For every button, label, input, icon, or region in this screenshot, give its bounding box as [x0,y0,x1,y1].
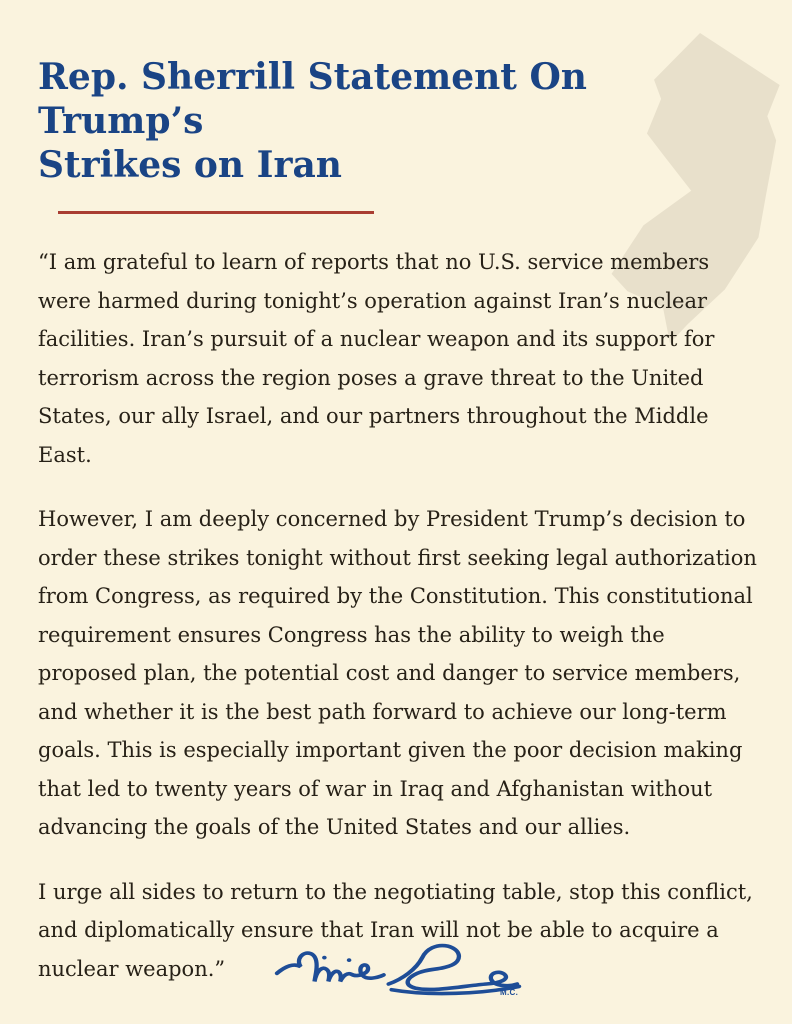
statement-paragraph: “I am grateful to learn of reports that no U.S. service members were harmed during tonight’s operation against Iran’s nuclear facilities. Iran’s pursuit of a nuclear weapon and its support for terrorism across the region poses a grave threat to the United States, our ally Israel, and our partners throughout the Middle East. [38,250,715,467]
title-line-1: Rep. Sherrill Statement On Trump’s [38,56,587,142]
statement-paragraph: However, I am deeply concerned by President Trump’s decision to order these strikes tonight without first seeking legal authorization from Congress, as required by the Constitution. This constitutional requirement ensures Congress has the ability to weigh the proposed plan, the potential cost and danger to service members, and whether it is the best path forward to achieve our long-term goals. This is especially important given the poor decision making that led to twenty years of war in Iraq and Afghanistan without advancing the goals of the United States and our allies. [38,507,757,839]
statement-content [38,55,762,988]
mikie-sherrill-signature [272,942,534,1006]
title-divider [58,211,374,214]
title-line-2: Strikes on Iran [38,144,342,186]
signature-ink-icon [272,942,524,998]
page-title [38,55,762,187]
statement-paragraph: I urge all sides to return to the negotiating table, stop this conflict, and diplomatically ensure that Iran will not be able to acquire a nuclear weapon.” [38,879,753,981]
signature-initials: M.C. [500,988,519,997]
